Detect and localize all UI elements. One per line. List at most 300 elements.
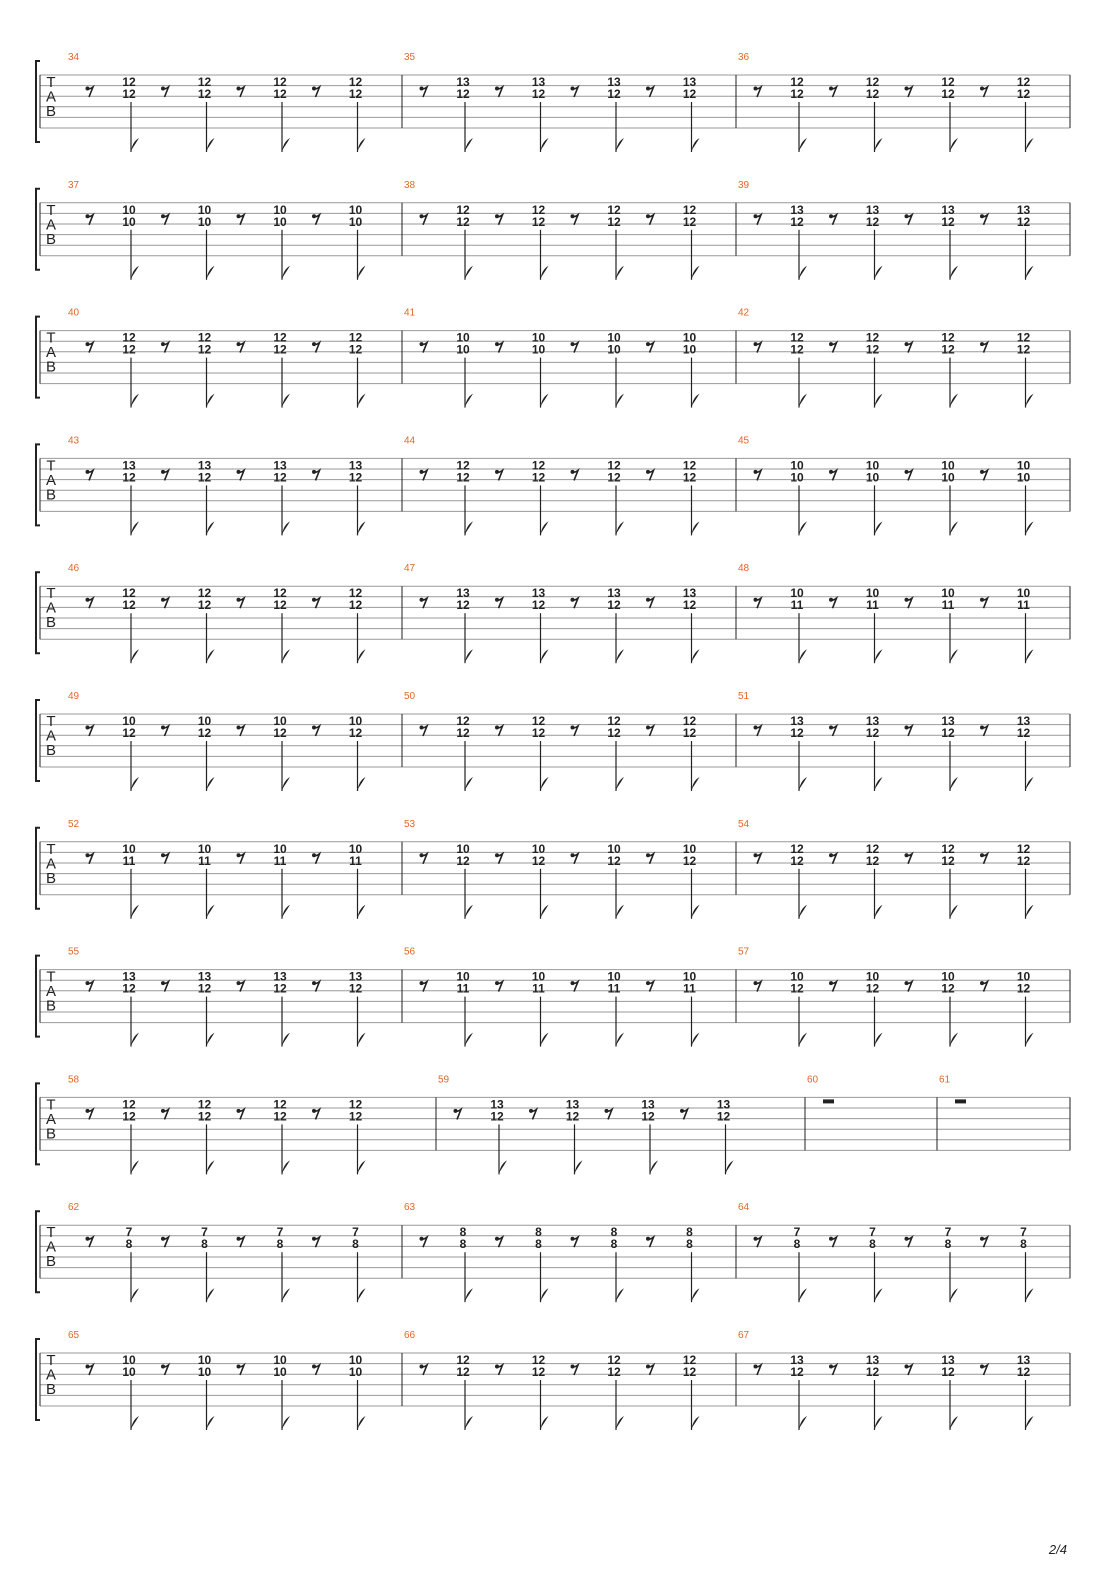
eighth-note-stem-icon: [207, 1380, 215, 1430]
eighth-rest-icon: [237, 470, 245, 481]
eighth-rest-icon: [237, 981, 245, 992]
eighth-rest-icon: [571, 981, 579, 992]
fret-number: 13: [790, 202, 804, 217]
fret-number: 13: [607, 75, 621, 89]
fret-number: 11: [349, 853, 362, 868]
fret-number: 12: [1016, 1365, 1031, 1379]
eighth-rest-icon: [646, 342, 654, 353]
fret-number: 12: [941, 726, 955, 740]
fret-number: 13: [941, 1353, 955, 1367]
eighth-note-stem-icon: [207, 1252, 215, 1302]
eighth-note-stem-icon: [875, 997, 883, 1047]
eighth-note-stem-icon: [950, 1380, 958, 1430]
measure-number: 66: [404, 1330, 416, 1341]
fret-number: 13: [865, 1353, 880, 1367]
fret-number: 10: [682, 330, 697, 345]
eighth-rest-icon: [980, 342, 988, 353]
measure-number: 64: [738, 1202, 750, 1214]
eighth-note-stem-icon: [875, 741, 883, 791]
fret-number: 12: [273, 598, 287, 613]
fret-number: 10: [941, 458, 955, 473]
measure-number: 45: [738, 435, 750, 447]
eighth-rest-icon: [495, 853, 503, 864]
eighth-rest-icon: [312, 470, 320, 481]
eighth-rest-icon: [495, 726, 503, 737]
fret-number: 12: [531, 853, 546, 868]
fret-number: 12: [197, 586, 212, 601]
system-bracket: [36, 1211, 40, 1292]
eighth-rest-icon: [754, 853, 762, 864]
fret-number: 12: [790, 75, 804, 89]
eighth-note-stem-icon: [541, 613, 549, 663]
tab-clef-letter: B: [45, 230, 57, 248]
fret-number: 13: [1016, 202, 1031, 217]
fret-number: 12: [607, 202, 621, 217]
measure-number: 62: [68, 1202, 80, 1214]
tab-clef-letter: A: [45, 727, 57, 745]
eighth-rest-icon: [905, 214, 913, 225]
fret-number: 12: [790, 853, 804, 868]
fret-number: 12: [122, 470, 136, 485]
fret-number: 12: [607, 598, 621, 613]
eighth-rest-icon: [237, 1109, 245, 1120]
eighth-rest-icon: [237, 87, 245, 98]
measure-number: 52: [68, 818, 80, 830]
tab-clef-letter: A: [45, 88, 57, 106]
eighth-note-stem-icon: [207, 102, 215, 152]
fret-number: 12: [456, 470, 470, 485]
measure-number: 55: [68, 946, 80, 958]
eighth-rest-icon: [646, 87, 654, 98]
eighth-rest-icon: [420, 214, 428, 225]
tab-clef-letter: A: [45, 344, 57, 362]
fret-number: 13: [348, 969, 363, 984]
eighth-rest-icon: [646, 981, 654, 992]
fret-number: 10: [531, 330, 546, 345]
fret-number: 11: [456, 981, 470, 996]
eighth-note-stem-icon: [875, 1380, 883, 1430]
fret-number: 12: [865, 75, 880, 89]
eighth-note-stem-icon: [282, 1380, 290, 1430]
eighth-rest-icon: [237, 598, 245, 609]
measure-number: 60: [807, 1074, 819, 1086]
eighth-note-stem-icon: [1026, 1252, 1034, 1302]
eighth-note-stem-icon: [541, 741, 549, 791]
fret-number: 10: [122, 214, 136, 229]
eighth-note-stem-icon: [692, 997, 700, 1047]
eighth-rest-icon: [420, 342, 428, 353]
fret-number: 12: [641, 1109, 655, 1124]
fret-number: 10: [790, 458, 804, 473]
fret-number: 10: [1016, 458, 1031, 473]
fret-number: 10: [197, 1353, 212, 1367]
eighth-note-stem-icon: [131, 358, 139, 408]
eighth-rest-icon: [420, 598, 428, 609]
eighth-note-stem-icon: [282, 869, 290, 919]
fret-number: 12: [122, 75, 136, 89]
eighth-rest-icon: [495, 981, 503, 992]
fret-number: 10: [197, 202, 212, 217]
eighth-note-stem-icon: [1026, 230, 1034, 280]
eighth-rest-icon: [829, 214, 837, 225]
eighth-rest-icon: [161, 1237, 169, 1248]
fret-number: 12: [1016, 330, 1031, 345]
fret-number: 12: [197, 981, 212, 996]
measure-number: 46: [68, 563, 80, 575]
eighth-note-stem-icon: [799, 485, 807, 535]
eighth-rest-icon: [980, 1365, 988, 1376]
fret-number: 12: [348, 470, 363, 485]
eighth-note-stem-icon: [358, 358, 366, 408]
half-rest-icon: [823, 1099, 834, 1103]
fret-number: 10: [1016, 470, 1031, 485]
fret-number: 12: [865, 330, 880, 345]
fret-number: 13: [682, 75, 697, 89]
tab-clef-letter: T: [46, 1224, 56, 1242]
eighth-note-stem-icon: [465, 741, 473, 791]
measure-number: 35: [404, 52, 416, 63]
fret-number: 12: [607, 714, 621, 728]
eighth-rest-icon: [495, 1237, 503, 1248]
eighth-rest-icon: [86, 470, 94, 481]
eighth-rest-icon: [571, 853, 579, 864]
fret-number: 12: [682, 458, 697, 473]
tab-clef-letter: B: [45, 997, 57, 1015]
eighth-rest-icon: [754, 470, 762, 481]
fret-number: 13: [273, 969, 287, 984]
fret-number: 11: [122, 853, 136, 868]
fret-number: 10: [682, 969, 697, 984]
eighth-note-stem-icon: [1026, 741, 1034, 791]
fret-number: 12: [790, 841, 804, 856]
eighth-rest-icon: [312, 214, 320, 225]
fret-number: 10: [273, 714, 287, 728]
fret-number: 13: [941, 714, 955, 728]
eighth-note-stem-icon: [207, 1124, 215, 1174]
eighth-note-stem-icon: [499, 1124, 507, 1174]
fret-number: 12: [197, 330, 212, 345]
eighth-rest-icon: [571, 726, 579, 737]
fret-number: 10: [865, 969, 880, 984]
eighth-rest-icon: [571, 214, 579, 225]
eighth-rest-icon: [980, 1237, 988, 1248]
fret-number: 12: [1016, 87, 1031, 101]
eighth-note-stem-icon: [575, 1124, 583, 1174]
fret-number: 10: [197, 1365, 212, 1379]
fret-number: 12: [790, 342, 804, 357]
fret-number: 12: [865, 214, 880, 229]
eighth-note-stem-icon: [465, 358, 473, 408]
fret-number: 12: [1016, 841, 1031, 856]
eighth-note-stem-icon: [207, 741, 215, 791]
fret-number: 12: [490, 1109, 504, 1124]
fret-number: 11: [866, 598, 879, 613]
eighth-rest-icon: [529, 1109, 537, 1120]
eighth-rest-icon: [495, 342, 503, 353]
eighth-rest-icon: [646, 1237, 654, 1248]
tab-clef-letter: T: [46, 1096, 56, 1114]
fret-number: 12: [122, 1097, 136, 1112]
tab-clef-letter: A: [45, 216, 57, 234]
system-bracket: [36, 700, 40, 781]
eighth-note-stem-icon: [282, 358, 290, 408]
tab-clef-letter: A: [45, 471, 57, 489]
fret-number: 12: [865, 1365, 880, 1379]
eighth-rest-icon: [237, 1365, 245, 1376]
eighth-note-stem-icon: [541, 485, 549, 535]
fret-number: 12: [273, 726, 287, 740]
eighth-note-stem-icon: [616, 1380, 624, 1430]
eighth-note-stem-icon: [799, 102, 807, 152]
fret-number: 12: [682, 87, 697, 101]
fret-number: 12: [716, 1109, 731, 1124]
eighth-rest-icon: [495, 214, 503, 225]
fret-number: 12: [531, 87, 546, 101]
eighth-rest-icon: [161, 87, 169, 98]
eighth-rest-icon: [571, 470, 579, 481]
eighth-note-stem-icon: [131, 997, 139, 1047]
fret-number: 12: [531, 458, 546, 473]
fret-number: 10: [348, 202, 363, 217]
measure-number: 49: [68, 691, 80, 702]
fret-number: 10: [531, 342, 546, 357]
eighth-rest-icon: [86, 853, 94, 864]
fret-number: 12: [122, 342, 136, 357]
tab-clef-letter: B: [45, 1381, 57, 1398]
eighth-note-stem-icon: [358, 102, 366, 152]
fret-number: 10: [273, 214, 287, 229]
fret-number: 12: [1016, 214, 1031, 229]
system-bracket: [36, 1339, 40, 1420]
eighth-note-stem-icon: [875, 485, 883, 535]
measure-number: 40: [68, 307, 80, 319]
fret-number: 12: [607, 458, 621, 473]
eighth-note-stem-icon: [799, 997, 807, 1047]
fret-number: 13: [490, 1097, 504, 1112]
fret-number: 10: [122, 1365, 136, 1379]
fret-number: 12: [607, 1365, 621, 1379]
eighth-note-stem-icon: [1026, 869, 1034, 919]
fret-number: 12: [531, 726, 546, 740]
fret-number: 10: [122, 841, 136, 856]
eighth-note-stem-icon: [950, 1252, 958, 1302]
eighth-rest-icon: [829, 853, 837, 864]
fret-number: 7: [352, 1225, 359, 1240]
fret-number: 8: [610, 1225, 618, 1240]
eighth-note-stem-icon: [541, 102, 549, 152]
eighth-note-stem-icon: [465, 1380, 473, 1430]
fret-number: 12: [682, 1353, 697, 1367]
eighth-rest-icon: [829, 470, 837, 481]
fret-number: 12: [865, 726, 880, 740]
eighth-note-stem-icon: [207, 613, 215, 663]
eighth-rest-icon: [161, 470, 169, 481]
fret-number: 12: [865, 87, 880, 101]
system-bracket: [36, 1083, 40, 1164]
measure-number: 47: [404, 563, 416, 575]
fret-number: 7: [201, 1225, 208, 1240]
eighth-rest-icon: [420, 470, 428, 481]
eighth-rest-icon: [86, 726, 94, 737]
fret-number: 8: [276, 1237, 284, 1252]
eighth-note-stem-icon: [541, 1252, 549, 1302]
fret-number: 12: [456, 598, 470, 613]
eighth-note-stem-icon: [131, 1124, 139, 1174]
eighth-note-stem-icon: [358, 485, 366, 535]
fret-number: 10: [607, 841, 621, 856]
eighth-rest-icon: [86, 1365, 94, 1376]
eighth-rest-icon: [680, 1109, 688, 1120]
fret-number: 12: [790, 330, 804, 345]
eighth-note-stem-icon: [799, 869, 807, 919]
fret-number: 13: [682, 586, 697, 601]
eighth-note-stem-icon: [692, 1380, 700, 1430]
fret-number: 12: [865, 981, 880, 996]
eighth-note-stem-icon: [692, 1252, 700, 1302]
fret-number: 8: [352, 1237, 359, 1252]
fret-number: 11: [941, 598, 955, 613]
fret-number: 10: [348, 1365, 363, 1379]
eighth-note-stem-icon: [875, 613, 883, 663]
fret-number: 8: [610, 1237, 618, 1252]
fret-number: 12: [348, 981, 363, 996]
fret-number: 10: [790, 586, 804, 601]
measure-number: 42: [738, 307, 750, 319]
eighth-rest-icon: [161, 214, 169, 225]
eighth-rest-icon: [754, 1237, 762, 1248]
fret-number: 10: [348, 714, 363, 728]
eighth-rest-icon: [829, 981, 837, 992]
fret-number: 12: [682, 202, 697, 217]
measure-number: 51: [738, 691, 750, 702]
tab-clef-letter: T: [46, 329, 56, 347]
eighth-rest-icon: [161, 853, 169, 864]
measure-number: 39: [738, 179, 750, 191]
fret-number: 10: [531, 969, 546, 984]
eighth-note-stem-icon: [358, 1124, 366, 1174]
eighth-rest-icon: [420, 1237, 428, 1248]
eighth-note-stem-icon: [875, 1252, 883, 1302]
fret-number: 12: [456, 202, 470, 217]
eighth-note-stem-icon: [465, 230, 473, 280]
eighth-note-stem-icon: [875, 230, 883, 280]
fret-number: 12: [682, 853, 697, 868]
eighth-rest-icon: [571, 1365, 579, 1376]
eighth-note-stem-icon: [950, 741, 958, 791]
eighth-note-stem-icon: [616, 1252, 624, 1302]
eighth-note-stem-icon: [282, 741, 290, 791]
eighth-note-stem-icon: [950, 869, 958, 919]
eighth-note-stem-icon: [207, 869, 215, 919]
eighth-rest-icon: [86, 598, 94, 609]
fret-number: 12: [1016, 853, 1031, 868]
fret-number: 12: [456, 714, 470, 728]
eighth-note-stem-icon: [616, 485, 624, 535]
fret-number: 12: [941, 214, 955, 229]
half-rest-icon: [955, 1099, 966, 1103]
system-bracket: [36, 828, 40, 909]
fret-number: 13: [790, 714, 804, 728]
eighth-note-stem-icon: [616, 741, 624, 791]
eighth-rest-icon: [161, 342, 169, 353]
eighth-rest-icon: [754, 726, 762, 737]
fret-number: 10: [273, 202, 287, 217]
measure-number: 67: [738, 1330, 750, 1341]
fret-number: 8: [459, 1225, 467, 1240]
fret-number: 8: [535, 1225, 542, 1240]
fret-number: 13: [122, 969, 136, 984]
eighth-note-stem-icon: [465, 613, 473, 663]
fret-number: 12: [865, 841, 880, 856]
tab-clef-letter: A: [45, 1238, 57, 1256]
page-number: 2/4: [1048, 1542, 1067, 1557]
tab-clef-letter: T: [46, 74, 56, 91]
fret-number: 12: [941, 841, 955, 856]
eighth-note-stem-icon: [131, 102, 139, 152]
eighth-rest-icon: [237, 342, 245, 353]
eighth-rest-icon: [905, 1365, 913, 1376]
eighth-rest-icon: [312, 981, 320, 992]
fret-number: 11: [1017, 598, 1030, 613]
system-bracket: [36, 61, 40, 142]
eighth-rest-icon: [754, 1365, 762, 1376]
fret-number: 12: [941, 87, 955, 101]
eighth-rest-icon: [829, 726, 837, 737]
eighth-rest-icon: [980, 726, 988, 737]
eighth-rest-icon: [905, 981, 913, 992]
system-bracket: [36, 317, 40, 398]
eighth-note-stem-icon: [465, 485, 473, 535]
fret-number: 12: [273, 981, 287, 996]
eighth-rest-icon: [312, 853, 320, 864]
eighth-rest-icon: [646, 1365, 654, 1376]
fret-number: 10: [273, 1353, 287, 1367]
fret-number: 13: [941, 202, 955, 217]
tab-clef-letter: B: [45, 103, 57, 120]
eighth-rest-icon: [829, 598, 837, 609]
eighth-rest-icon: [312, 87, 320, 98]
fret-number: 12: [456, 1365, 470, 1379]
eighth-note-stem-icon: [131, 485, 139, 535]
eighth-rest-icon: [495, 598, 503, 609]
measure-number: 38: [404, 179, 416, 191]
eighth-rest-icon: [420, 1365, 428, 1376]
eighth-rest-icon: [646, 853, 654, 864]
eighth-note-stem-icon: [616, 613, 624, 663]
eighth-rest-icon: [312, 1237, 320, 1248]
fret-number: 12: [348, 87, 363, 101]
eighth-rest-icon: [980, 981, 988, 992]
fret-number: 7: [869, 1225, 876, 1240]
fret-number: 12: [348, 598, 363, 613]
fret-number: 12: [607, 853, 621, 868]
fret-number: 10: [790, 470, 804, 485]
fret-number: 8: [944, 1237, 952, 1252]
eighth-rest-icon: [829, 342, 837, 353]
eighth-note-stem-icon: [282, 1124, 290, 1174]
eighth-note-stem-icon: [799, 230, 807, 280]
fret-number: 12: [348, 330, 363, 345]
fret-number: 10: [456, 841, 470, 856]
eighth-rest-icon: [905, 87, 913, 98]
fret-number: 12: [941, 981, 955, 996]
fret-number: 12: [456, 214, 470, 229]
eighth-note-stem-icon: [358, 741, 366, 791]
measure-number: 57: [738, 946, 750, 958]
fret-number: 12: [682, 214, 697, 229]
tab-clef-letter: T: [46, 840, 56, 858]
eighth-note-stem-icon: [1026, 613, 1034, 663]
